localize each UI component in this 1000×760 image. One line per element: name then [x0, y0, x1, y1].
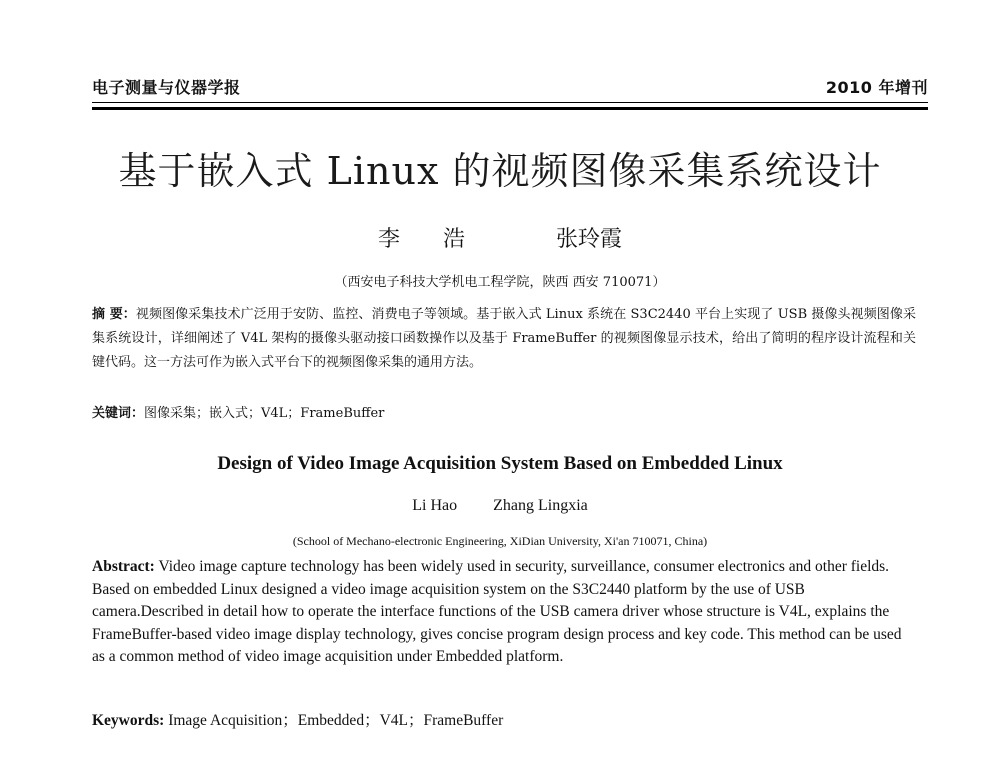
english-keywords-label: Keywords:: [92, 712, 165, 729]
english-abstract: [92, 556, 916, 669]
issue-label: 2010 年增刊: [825, 78, 928, 97]
header-rule-thin: [92, 102, 928, 103]
header-rule-thick: [92, 107, 928, 110]
running-header: [92, 70, 928, 98]
english-authors: [0, 497, 1000, 515]
english-author-1: Li Hao: [412, 497, 458, 514]
chinese-author-1: 李 浩: [377, 227, 465, 252]
chinese-keywords-text: 图像采集；嵌入式；V4L；FrameBuffer: [144, 406, 385, 421]
chinese-abstract: [92, 303, 916, 375]
chinese-keywords-label: 关键词：: [92, 406, 145, 421]
chinese-title: 基于嵌入式 Linux 的视频图像采集系统设计: [118, 149, 882, 193]
english-abstract-label: Abstract:: [92, 558, 155, 575]
english-affiliation: (School of Mechano-electronic Engineering, XiDian University, Xi'an 710071, China): [292, 534, 708, 548]
chinese-abstract-label: 摘 要：: [92, 307, 136, 322]
chinese-author-2: 张玲霞: [555, 227, 622, 252]
journal-name: 电子测量与仪器学报: [92, 78, 241, 97]
english-abstract-text: Video image capture technology has been widely used in security, surveillance, consumer electronics and other fields. Based on embedded Linux designed a video image acquisition system on the S3C2440 platform by the use of USB camera.Described in detail how to operate the interface functions of the USB camera driver whose structure is V4L, explains the FrameBuffer-based video image display technology, gives concise program design process and key code. This method can be used as a common method of video image acquisition under Embedded platform.: [92, 558, 902, 665]
chinese-abstract-text: 视频图像采集技术广泛用于安防、监控、消费电子等领域。基于嵌入式 Linux 系统在 S3C2440 平台上实现了 USB 摄像头视频图像采集系统设计，详细阐述了 V4L 架构的摄像头驱动接口函数操作以及基于 FrameBuffer 的视频图像显示技术，给出了简明的程序设计流程和关键代码。这一方法可作为嵌入式平台下的视频图像采集的通用方法。: [92, 307, 916, 370]
english-title: Design of Video Image Acquisition System Based on Embedded Linux: [217, 453, 783, 474]
english-keywords-text: Image Acquisition；Embedded；V4L；FrameBuffer: [164, 712, 504, 729]
english-keywords: [92, 708, 916, 730]
english-author-2: Zhang Lingxia: [493, 497, 588, 514]
chinese-authors: [0, 222, 1000, 253]
chinese-keywords: [92, 402, 916, 421]
chinese-affiliation: （西安电子科技大学机电工程学院，陕西 西安 710071）: [334, 275, 666, 290]
